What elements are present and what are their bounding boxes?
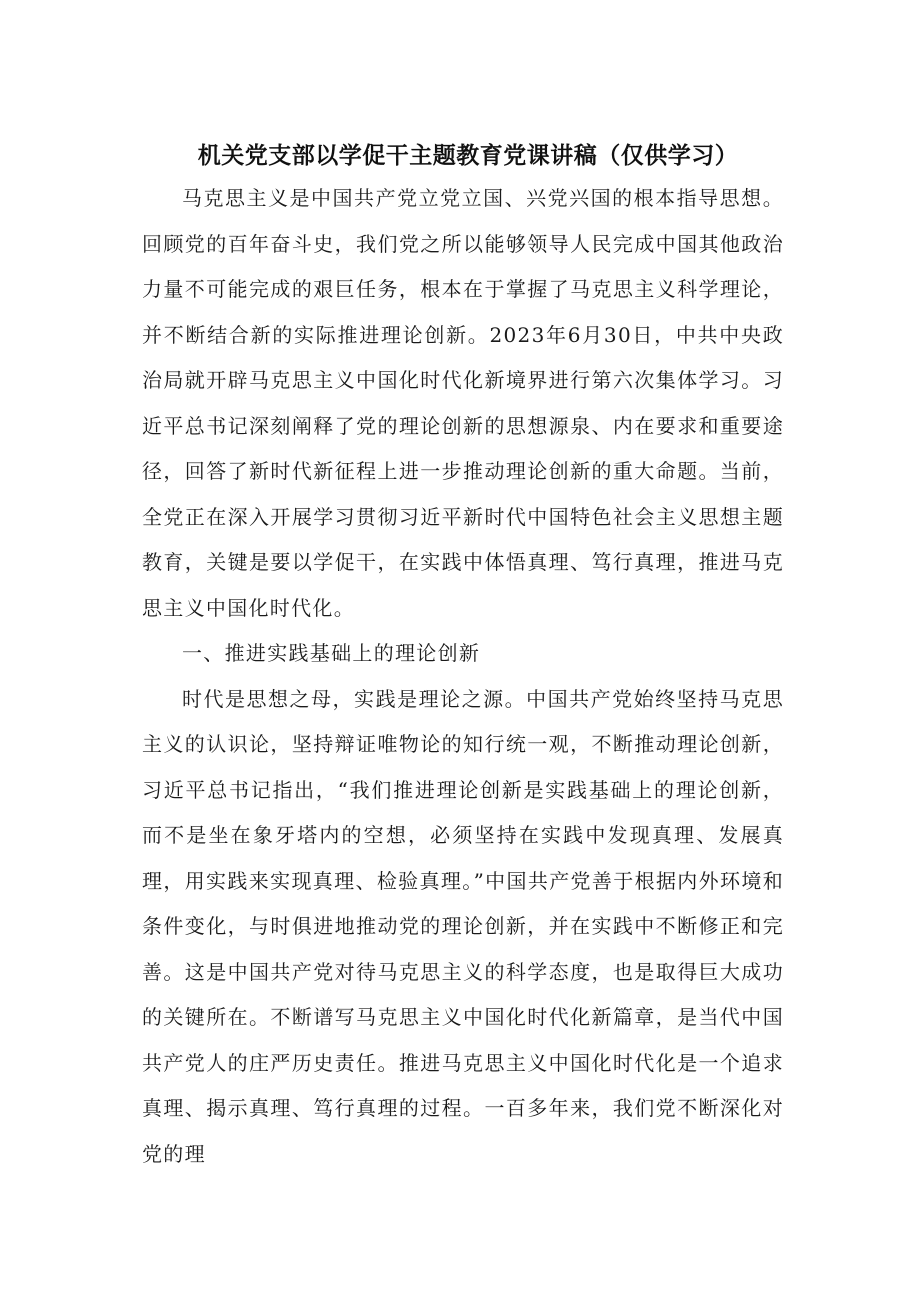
section-paragraph: 时代是思想之母，实践是理论之源。中国共产党始终坚持马克思主义的认识论，坚持辩证唯物论的知行统一观，不断推动理论创新，习近平总书记指出，“我们推进理论创新是实践基础上的理论创新，而不是坐在象牙塔内的空想，必须坚持在实践中发现真理、发展真理，用实践来实现真理、检验真理。”中国共产党善于根据内外环境和条件变化，与时俱进地推动党的理论创新，并在实践中不断修正和完善。这是中国共产党对待马克思主义的科学态度，也是取得巨大成功的关键所在。不断谱写马克思主义中国化时代化新篇章，是当代中国共产党人的庄严历史责任。推进马克思主义中国化时代化是一个追求真理、揭示真理、笃行真理的过程。一百多年来，我们党不断深化对党的理 xyxy=(142,686,784,1166)
document-body xyxy=(142,176,784,1177)
intro-paragraph: 马克思主义是中国共产党立党立国、兴党兴国的根本指导思想。回顾党的百年奋斗史，我们党之所以能够领导人民完成中国其他政治力量不可能完成的艰巨任务，根本在于掌握了马克思主义科学理论，并不断结合新的实际推进理论创新。2023年6月30日，中共中央政治局就开辟马克思主义中国化时代化新境界进行第六次集体学习。习近平总书记深刻阐释了党的理论创新的思想源泉、内在要求和重要途径，回答了新时代新征程上进一步推动理论创新的重大命题。当前，全党正在深入开展学习贯彻习近平新时代中国特色社会主义思想主题教育，关键是要以学促干，在实践中体悟真理、笃行真理，推进马克思主义中国化时代化。 xyxy=(142,186,784,620)
section-heading: 一、推进实践基础上的理论创新 xyxy=(182,641,481,665)
document-title: 机关党支部以学促干主题教育党课讲稿（仅供学习） xyxy=(197,143,739,169)
